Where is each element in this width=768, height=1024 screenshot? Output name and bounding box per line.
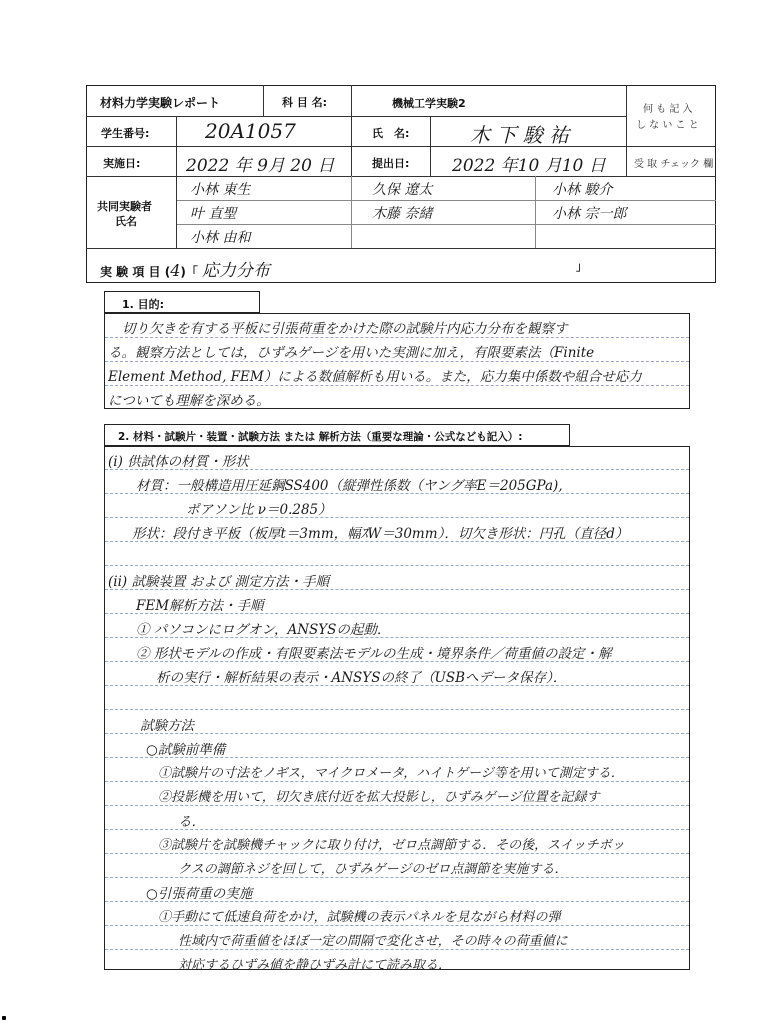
method-line: ポアソン比 ν＝0.285）: [186, 502, 332, 518]
submit-label: 提出日:: [372, 157, 410, 170]
header-col-divider: [535, 176, 536, 248]
method-line: ○試験前準備: [146, 742, 226, 758]
purpose-line: についても理解を深める。: [108, 393, 270, 409]
coexperimenter: 小林 宗一郎: [552, 206, 627, 222]
coexp-label: 氏名: [115, 215, 137, 228]
exp-item-number: 4: [170, 261, 181, 280]
method-line: ①手動にて低速負荷をかけ，試験機の表示パネルを見ながら材料の弾: [158, 910, 561, 925]
experiment-item-row: [100, 256, 270, 281]
header-row-divider: [86, 176, 716, 177]
header-row-divider: [86, 116, 626, 117]
ruled-line: [105, 709, 689, 710]
header-col-divider: [351, 85, 352, 176]
section-1-title: 1. 目的:: [122, 298, 165, 311]
coexperimenter: 小林 駿介: [552, 182, 613, 198]
student-name: 木 下 駿 祐: [470, 123, 570, 147]
ruled-line: [105, 781, 689, 782]
subject-value: 機械工学実験2: [392, 97, 466, 110]
do-not-write-note: 何 も 記 入: [643, 104, 693, 115]
purpose-line: る。観察方法としては，ひずみゲージを用いた実測に加え，有限要素法（Finite: [108, 345, 595, 361]
coexp-row-divider: [176, 200, 716, 201]
purpose-line: 切り欠きを有する平板に引張荷重をかけた際の試験片内応力分布を観察す: [122, 321, 568, 337]
report-title: 材料力学実験レポート: [100, 96, 221, 110]
ruled-line: [105, 925, 689, 926]
method-line: 対応するひずみ値を静ひずみ計にて読み取る．: [178, 958, 452, 973]
ruled-line: [105, 877, 689, 878]
method-line: ② 形状モデルの作成・有限要素法モデルの生成・境界条件／荷重値の設定・解: [136, 646, 612, 662]
method-line: ②投影機を用いて，切欠き底付近を拡大投影し，ひずみゲージ位置を記録す: [158, 790, 600, 805]
method-line: クスの調節ネジを回して，ひずみゲージのゼロ点調節を実施する．: [178, 862, 568, 877]
method-line: ①試験片の寸法をノギス，マイクロメータ，ハイトゲージ等を用いて測定する．: [158, 766, 624, 781]
student-no-value: 20A1057: [205, 119, 296, 143]
ruled-line: [105, 805, 689, 806]
coexperimenter: 小林 東生: [190, 182, 251, 198]
method-line: 材質：一般構造用圧延鋼SS400（縦弾性係数（ヤング率E＝205GPa),: [136, 478, 563, 494]
ruled-line: [105, 853, 689, 854]
method-line: ③試験片を試験機チャックに取り付け，ゼロ点調節する．その後，スイッチボッ: [158, 838, 625, 853]
exp-item-value: 応力分布: [201, 261, 270, 281]
exp-item-close: 」: [576, 260, 587, 273]
coexp-label: 共同実験者: [97, 200, 152, 213]
header-row-divider: [86, 248, 716, 249]
method-line: 試験方法: [140, 718, 194, 734]
purpose-line: Element Method, FEM）による数値解析も用いる。また，応力集中係数や組合せ応力: [108, 369, 642, 385]
coexperimenter: 小林 由和: [190, 230, 251, 246]
coexp-row-divider: [176, 224, 716, 225]
method-line: 性域内で荷重値をほぼ一定の間隔で変化させ，その時々の荷重値に: [178, 934, 568, 949]
method-line: 形状：段付き平板（板厚t＝3mm，幅ｽW＝30mm）．切欠き形状：円孔（直径d）: [132, 526, 629, 542]
check-label: 受 取 チェック 欄: [634, 159, 714, 170]
coexperimenter: 木藤 奈緒: [372, 206, 433, 222]
scan-mark: [2, 1016, 6, 1020]
header-col-divider: [430, 116, 431, 176]
student-no-label: 学生番号:: [101, 127, 150, 140]
coexperimenter: 叶 直聖: [190, 206, 237, 222]
header-col-divider: [351, 176, 352, 248]
ruled-line: [105, 337, 689, 338]
method-line: (i) 供試体の材質・形状: [108, 454, 249, 470]
date-label: 実施日:: [103, 157, 141, 170]
section-2-title: 2. 材料・試験片・装置・試験方法 または 解析方法（重要な理論・公式なども記入）:: [118, 431, 523, 443]
ruled-line: [105, 565, 689, 566]
ruled-line: [105, 385, 689, 386]
method-line: FEM解析方法・手順: [136, 598, 264, 614]
ruled-line: [105, 949, 689, 950]
do-not-write-note: し な い こ と: [636, 120, 699, 131]
method-line: ○引張荷重の実施: [146, 886, 253, 902]
header-col-divider: [176, 116, 177, 248]
exp-item-mid: )「: [180, 265, 198, 279]
header-col-divider: [263, 85, 264, 116]
method-line: ① パソコンにログオン，ANSYSの起動．: [136, 622, 391, 638]
date-value: 2022 年 9月 20 日: [186, 156, 335, 176]
ruled-line: [105, 361, 689, 362]
coexperimenter: 久保 遼太: [372, 182, 433, 198]
header-col-divider: [626, 85, 627, 176]
name-label: 氏 名:: [372, 127, 410, 140]
submit-value: 2022 年10 月10 日: [452, 156, 606, 176]
method-line: 析の実行・解析結果の表示・ANSYSの終了（USBへデータ保存）．: [156, 670, 567, 686]
subject-label: 科 目 名:: [282, 96, 328, 109]
method-line: る．: [178, 814, 205, 830]
header-row-divider: [86, 146, 716, 147]
method-line: (ii) 試験装置 および 測定方法・手順: [108, 574, 330, 590]
exp-item-label: 実 験 項 目 (: [100, 265, 171, 279]
